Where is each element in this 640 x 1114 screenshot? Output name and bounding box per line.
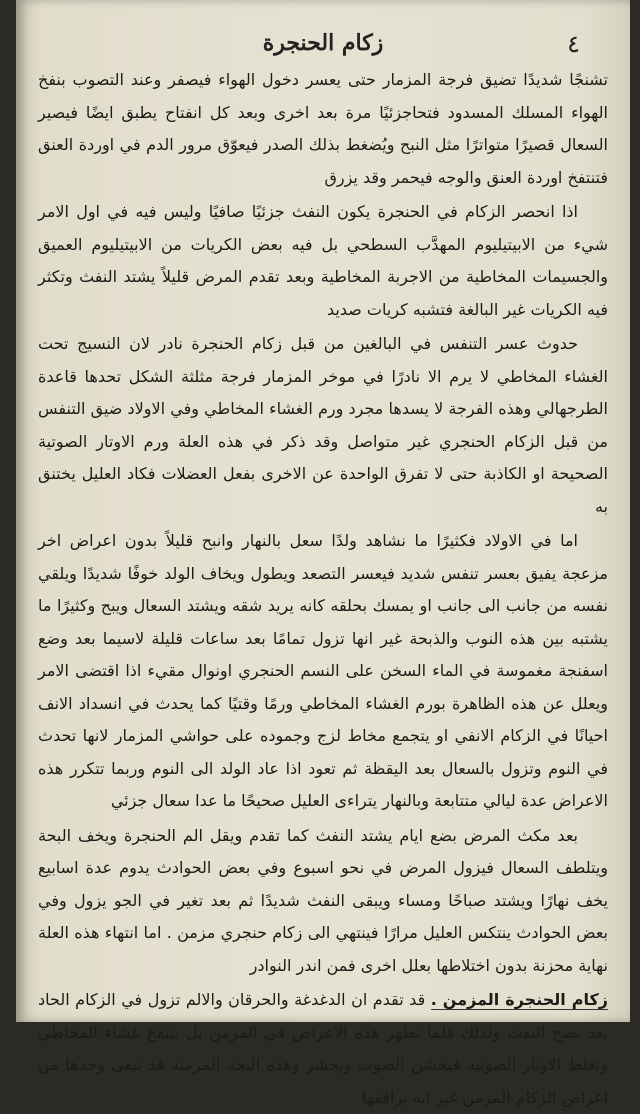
paragraph: اما في الاولاد فكثيرًا ما نشاهد ولدًا سعل بالنهار وانبح قليلاً بدون اعراض اخر مزعجة يفيق بعسر تنفس شديد فيعسر التصعد ويطول ويخاف الولد خوفًا شديدًا ويلقي نفسه من جانب الى جانب او يمسك بحلقه كانه يريد شقه ويشتد السعال ويبح وكثيرًا ما يشتبه بين هذه النوب والذبحة غير انها تزول تمامًا بعد ساعات قليلة لاسيما بعد وضع اسفنجة مغموسة في الماء السخن على النسم الحنجري اونوال مقيء اذا اقتضى الامر ويعلل عن هذه الظاهرة بورم الغشاء المخاطي ورمًا وقتيًا كما يحدث في انسداد الانف احيانًا في الزكام الانفي او يتجمع مخاط لزج وجموده على حواشي المزمار لانها تحدث في النوم وتزول بالسعال بعد اليقظة ثم تعود اذا عاد الولد الى النوم وربما تتكرر هذه الاعراض عدة ليالي متتابعة وبالنهار يتراءى العليل صحيحًا ما عدا سعال جزئي <box>38 531 608 810</box>
book-page <box>16 0 630 1107</box>
paragraph-with-sidehead <box>38 984 608 1114</box>
paragraph: تشنجًا شديدًا تضيق فرجة المزمار حتى يعسر دخول الهواء فيصفر وعند التصوب بنفخ الهواء المسلك المسدود فتحاجزئيًا مرة بعد اخرى وبعد كل انفتاح يطبق ايضًا فيصير السعال قصيرًا متواترًا مثل النبح ويُضغط بذلك الصدر فيعوّق مرور الدم في اوردة العنق فتنتفخ اوردة العنق والوجه فيحمر وقد يزرق <box>38 70 608 187</box>
body-text <box>38 64 608 1114</box>
paragraph-body: قد تقدم ان الدغدغة والحرقان والالم تزول في الزكام الحاد بعد نضج النفث ولذلك قلما تظهر هذه الاعراض في المزمن بل ينتفخ غشاء المخاطي وتغلظ الاوتار الصوتية فيخشن الصوت ويحشر وهذه البحة المزمنة قد تبقى وحدها من اعراض الزكام المزمن غير انه يرافقها <box>38 990 608 1107</box>
paragraph: حدوث عسر التنفس في البالغين من قبل زكام الحنجرة نادر لان النسيج تحت الغشاء المخاطي لا يرم الا نادرًا في موخر المزمار فرجة مثلثة الشكل تحدها قاعدة الطرجهالي وهذه الفرجة لا يسدها مجرد ورم الغشاء المخاطي وفي الاولاد ضيق التنفس من قبل الزكام الحنجري غير متواصل وقد ذكر في هذه العلة ورم الاوتار الصوتية الصحيحة او الكاذبة حتى لا تفرق الواحدة عن الاخرى بفعل العضلات فكاد العليل يختنق به <box>38 334 608 516</box>
paragraph: بعد مكث المرض بضع ايام يشتد النفث كما تقدم ويقل الم الحنجرة ويخف البحة ويتلطف السعال فيزول المرض في نحو اسبوع وفي بعض الحوادث يدوم عدة اسابيع يخف نهارًا ويشتد صباحًا ومساء ويبقى النفث شديدًا ثم بعد تغير في الجو يزول وفي بعض الحوادث ينتكس العليل مرارًا فينتهي الى زكام حنجري مزمن . اما انتهاء هذه العلة نهاية محزنة بدون اختلاطها بعلل اخرى فمن اندر النوادر <box>38 825 608 975</box>
paragraph: اذا انحصر الزكام في الحنجرة يكون النفث جزئيًا صافيًا وليس فيه في اول الامر شيء من الابيتيليوم المهدَّب السطحي بل فيه بعض الكريات من الابيتيليوم العميق والجسيمات المخاطية من الاجربة المخاطية وبعد تقدم المرض قليلاً يشتد النفث وتكثر فيه الكريات غير البالغة فتشبه كريات صديد <box>38 202 608 319</box>
section-sidehead: زكام الحنجرة المزمن . <box>430 990 609 1009</box>
page-header <box>56 30 590 60</box>
running-title: زكام الحنجرة <box>262 30 384 56</box>
page-number: ٤ <box>567 30 580 58</box>
